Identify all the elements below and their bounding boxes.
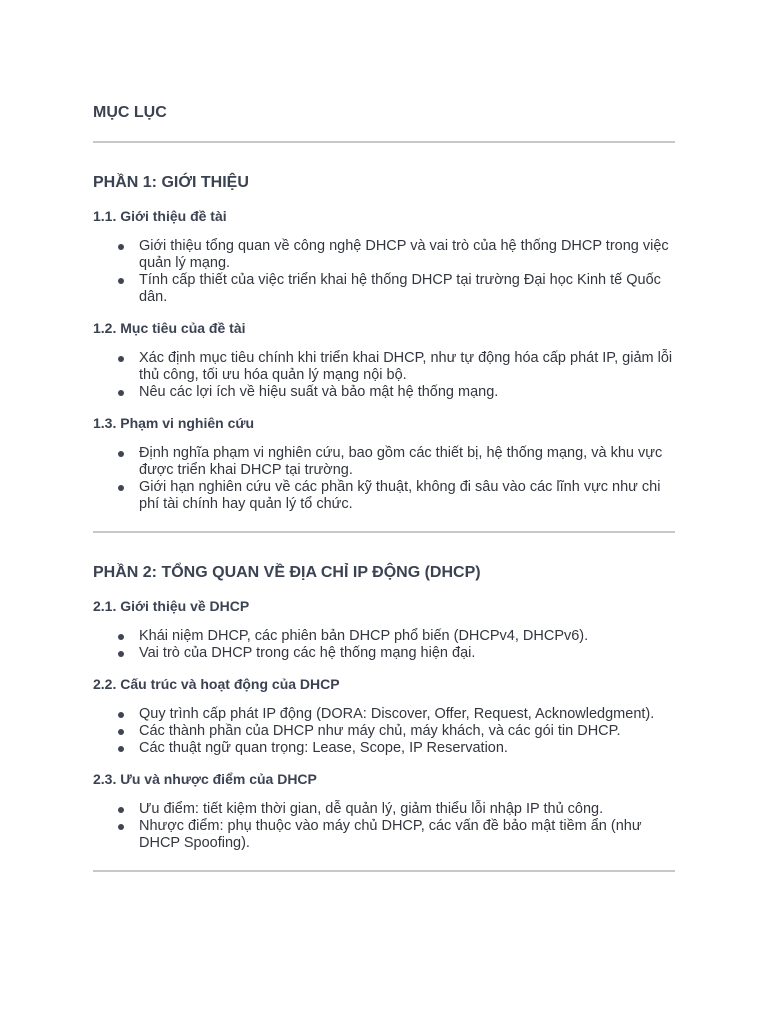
bullet-list: [93, 350, 675, 401]
list-item: Các thành phần của DHCP như máy chủ, máy khách, và các gói tin DHCP.: [139, 723, 675, 740]
divider: [93, 141, 675, 143]
list-item: Các thuật ngữ quan trọng: Lease, Scope, IP Reservation.: [139, 740, 675, 757]
subsection-1-3: [93, 414, 675, 513]
bullet-list: [93, 445, 675, 513]
list-item: Tính cấp thiết của việc triển khai hệ thống DHCP tại trường Đại học Kinh tế Quốc dân.: [139, 272, 675, 306]
section-2: [93, 563, 675, 852]
subsection-1-1: [93, 207, 675, 306]
subsection-title: 2.2. Cấu trúc và hoạt động của DHCP: [93, 676, 340, 692]
bullet-list: [93, 706, 675, 757]
subsection-title: 2.1. Giới thiệu về DHCP: [93, 598, 250, 614]
list-item: Giới thiệu tổng quan về công nghệ DHCP và vai trò của hệ thống DHCP trong việc quản lý mạng.: [139, 238, 675, 272]
section-title: PHẦN 2: TỔNG QUAN VỀ ĐỊA CHỈ IP ĐỘNG (DHCP): [93, 564, 481, 581]
list-item: Nhược điểm: phụ thuộc vào máy chủ DHCP, các vấn đề bảo mật tiềm ẩn (như DHCP Spoofing).: [139, 818, 675, 852]
list-item: Khái niệm DHCP, các phiên bản DHCP phổ biến (DHCPv4, DHCPv6).: [139, 628, 675, 645]
list-item: Nêu các lợi ích về hiệu suất và bảo mật hệ thống mạng.: [139, 384, 675, 401]
section-title: PHẦN 1: GIỚI THIỆU: [93, 174, 249, 191]
subsection-title: 1.3. Phạm vi nghiên cứu: [93, 415, 255, 431]
list-item: Vai trò của DHCP trong các hệ thống mạng hiện đại.: [139, 645, 675, 662]
section-1: [93, 173, 675, 513]
list-item: Ưu điểm: tiết kiệm thời gian, dễ quản lý, giảm thiểu lỗi nhập IP thủ công.: [139, 801, 675, 818]
divider: [93, 870, 675, 872]
bullet-list: [93, 238, 675, 306]
list-item: Giới hạn nghiên cứu về các phần kỹ thuật, không đi sâu vào các lĩnh vực như chi phí tài chính hay quản lý tổ chức.: [139, 479, 675, 513]
list-item: Định nghĩa phạm vi nghiên cứu, bao gồm các thiết bị, hệ thống mạng, và khu vực được triển khai DHCP tại trường.: [139, 445, 675, 479]
subsection-2-1: [93, 597, 675, 662]
subsection-title: 1.1. Giới thiệu đề tài: [93, 208, 227, 224]
bullet-list: [93, 801, 675, 852]
list-item: Xác định mục tiêu chính khi triển khai DHCP, như tự động hóa cấp phát IP, giảm lỗi thủ công, tối ưu hóa quản lý mạng nội bộ.: [139, 350, 675, 384]
toc-title: MỤC LỤC: [93, 104, 167, 121]
subsection-1-2: [93, 319, 675, 401]
list-item: Quy trình cấp phát IP động (DORA: Discover, Offer, Request, Acknowledgment).: [139, 706, 675, 723]
bullet-list: [93, 628, 675, 662]
divider: [93, 531, 675, 533]
subsection-title: 1.2. Mục tiêu của đề tài: [93, 320, 246, 336]
subsection-2-2: [93, 675, 675, 757]
table-of-contents: [93, 103, 675, 902]
subsection-title: 2.3. Ưu và nhược điểm của DHCP: [93, 771, 317, 787]
subsection-2-3: [93, 770, 675, 852]
